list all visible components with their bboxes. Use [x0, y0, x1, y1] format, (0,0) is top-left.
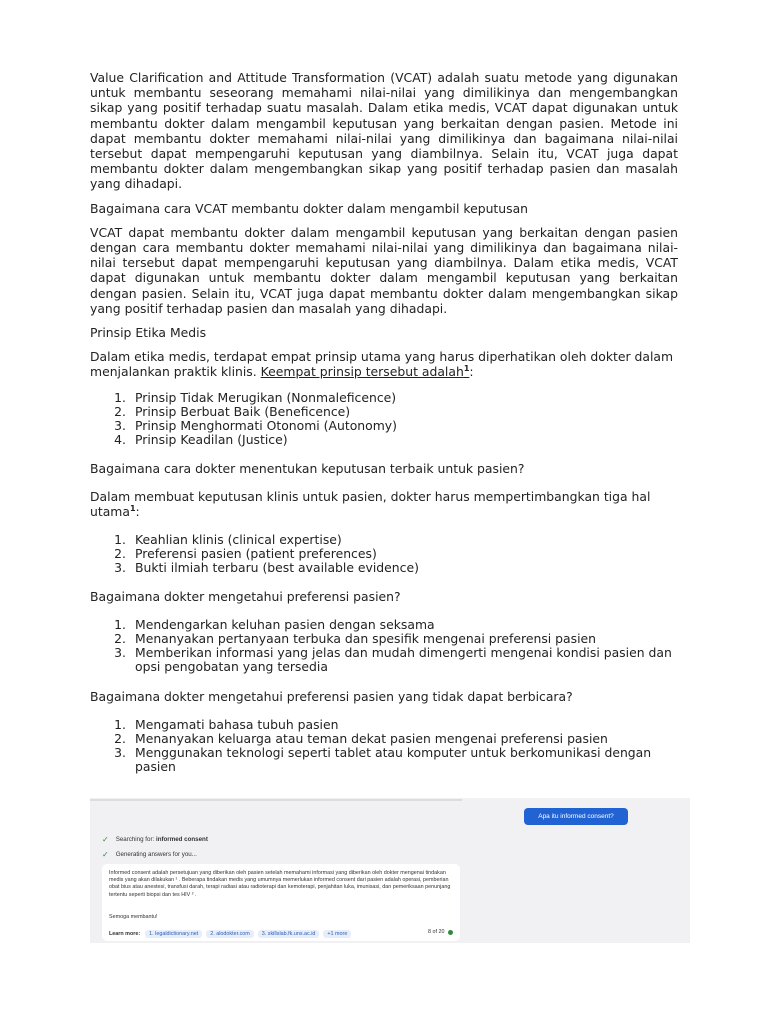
list-text: Prinsip Berbuat Baik (Beneficence) [135, 403, 351, 419]
list-item [90, 419, 678, 433]
answer-text: Informed consent adalah persetujuan yang diberikan oleh pasien setelah memahami informasi yang diberikan oleh dokter mengenai tindakan medis yang akan dilakukan ¹ . Beberapa tindakan medis yang umumnya memerlukan informed consent dari pasien adalah operasi, pemberian obat bius atau anestesi, transfusi darah, terapi radiasi atau radioterapi dan kemoterapi, penjahitan luka, imunisasi, dan pemeriksaan penunjang tertentu seperti biopsi dan tes HIV ² . [109, 870, 451, 898]
list-text: Bukti ilmiah terbaru (best available evidence) [135, 559, 419, 575]
list-item [90, 533, 678, 547]
paragraph-prinsip: Dalam etika medis, terdapat empat prinsip utama yang harus diperhatikan oleh dokter dalam menjalankan praktik klinis. Keempat prinsip tersebut adalah$^1$: [90, 349, 674, 380]
learn-more-row [109, 930, 355, 938]
list-number: 1. [114, 617, 126, 633]
list-prinsip [90, 391, 678, 447]
list-text: Prinsip Tidak Merugikan (Nonmaleficence) [135, 389, 397, 405]
document-body [90, 70, 678, 774]
list-item [90, 746, 678, 774]
heading-prinsip-etika: Prinsip Etika Medis [90, 325, 207, 341]
list-number: 1. [114, 531, 126, 547]
list-text: Preferensi pasien (patient preferences) [135, 545, 377, 561]
list-number: 2. [114, 631, 126, 647]
user-question-bubble: Apa itu informed consent? [524, 808, 628, 825]
status-dot-icon [448, 930, 453, 935]
paragraph-vcat-definition: Value Clarification and Attitude Transformation (VCAT) adalah suatu metode yang digunakan untuk membantu seseorang memahami nilai-nilai yang dimilikinya dan mengembangkan sikap yang positif terhadap suatu masalah. Dalam etika medis, VCAT dapat digunakan untuk membantu dokter dalam mengambil keputusan yang berkaitan dengan pasien. Metode ini dapat membantu dokter memahami nilai-nilai yang dimilikinya dan bagaimana nilai-nilai tersebut dapat mempengaruhi keputusan yang diambilnya. Selain itu, VCAT juga dapat membantu dokter dalam mengembangkan sikap yang positif terhadap pasien dan masalah yang dihadapi. [90, 70, 678, 192]
paragraph-hal-utama: Dalam membuat keputusan klinis untuk pasien, dokter harus mempertimbangkan tiga hal utama$^1$: [90, 489, 651, 520]
list-number: 4. [114, 431, 126, 447]
list-item [90, 732, 678, 746]
heading-vcat-decision: Bagaimana cara VCAT membantu dokter dalam mengambil keputusan [90, 200, 529, 216]
list-number: 1. [114, 389, 126, 405]
list-text: Prinsip Keadilan (Justice) [135, 431, 288, 447]
list-number: 1. [114, 716, 126, 732]
list-text: Mengamati bahasa tubuh pasien [135, 716, 339, 732]
list-item [90, 718, 678, 732]
list-text: Mendengarkan keluhan pasien dengan seksama [135, 617, 435, 633]
heading-tidak-bicara: Bagaimana dokter mengetahui preferensi pasien yang tidak dapat berbicara? [90, 688, 573, 704]
list-text: Menanyakan pertanyaan terbuka dan spesifik mengenai preferensi pasien [135, 631, 596, 647]
list-item [90, 646, 678, 674]
divider [90, 799, 462, 801]
list-tidak-bicara [90, 718, 678, 774]
list-item [90, 632, 678, 646]
list-number: 2. [114, 730, 126, 746]
list-item [90, 405, 678, 419]
source-link[interactable]: 2. alodokter.com [206, 930, 254, 938]
list-text: Memberikan informasi yang jelas dan mudah dimengerti mengenai kondisi pasien dan opsi pengobatan yang tersedia [135, 645, 672, 675]
list-item [90, 391, 678, 405]
list-preferensi [90, 618, 678, 674]
status-generating: ✓ Generating answers for you... [102, 850, 197, 859]
list-item [90, 433, 678, 447]
check-icon: ✓ [102, 835, 109, 844]
paragraph-vcat-help: VCAT dapat membantu dokter dalam mengambil keputusan yang berkaitan dengan pasien dengan cara membantu dokter memahami nilai-nilai yang dimilikinya dan bagaimana nilai-nilai tersebut dapat mempengaruhi keputusan yang diambilnya. Dalam etika medis, VCAT dapat digunakan untuk membantu dokter dalam mengambil keputusan yang berkaitan dengan pasien. Selain itu, VCAT juga dapat membantu dokter dalam mengembangkan sikap yang positif terhadap pasien dan masalah yang dihadapi. [90, 224, 678, 316]
source-link[interactable]: 1. legaldictionary.net [145, 930, 202, 938]
list-number: 3. [114, 744, 126, 760]
list-number: 3. [114, 559, 126, 575]
heading-preferensi: Bagaimana dokter mengetahui preferensi pasien? [90, 588, 401, 604]
list-item [90, 547, 678, 561]
list-item [90, 561, 678, 575]
heading-keputusan: Bagaimana cara dokter menentukan keputusan terbaik untuk pasien? [90, 461, 525, 477]
list-number: 2. [114, 545, 126, 561]
turn-counter: 8 of 20 [428, 929, 453, 935]
list-item [90, 618, 678, 632]
learn-more-label: Learn more: [109, 931, 141, 937]
list-number: 3. [114, 417, 126, 433]
chat-screenshot [90, 798, 690, 943]
answer-card [102, 864, 460, 941]
list-number: 3. [114, 645, 126, 661]
list-text: Menanyakan keluarga atau teman dekat pasien mengenai preferensi pasien [135, 730, 608, 746]
list-text: Menggunakan teknologi seperti tablet atau komputer untuk berkomunikasi dengan pasien [135, 744, 652, 774]
citation-link[interactable]: Keempat prinsip tersebut adalah$^1$ [260, 364, 470, 380]
source-link[interactable]: 3. skillslab.fk.uns.ac.id [258, 930, 320, 938]
list-text: Prinsip Menghormati Otonomi (Autonomy) [135, 417, 397, 433]
answer-closing: Semoga membantu! [109, 914, 158, 920]
check-icon: ✓ [102, 850, 109, 859]
list-text: Keahlian klinis (clinical expertise) [135, 531, 342, 547]
status-searching: ✓ Searching for: informed consent [102, 835, 208, 844]
list-hal-utama [90, 533, 678, 575]
more-sources-link[interactable]: +1 more [323, 930, 351, 938]
list-number: 2. [114, 403, 126, 419]
